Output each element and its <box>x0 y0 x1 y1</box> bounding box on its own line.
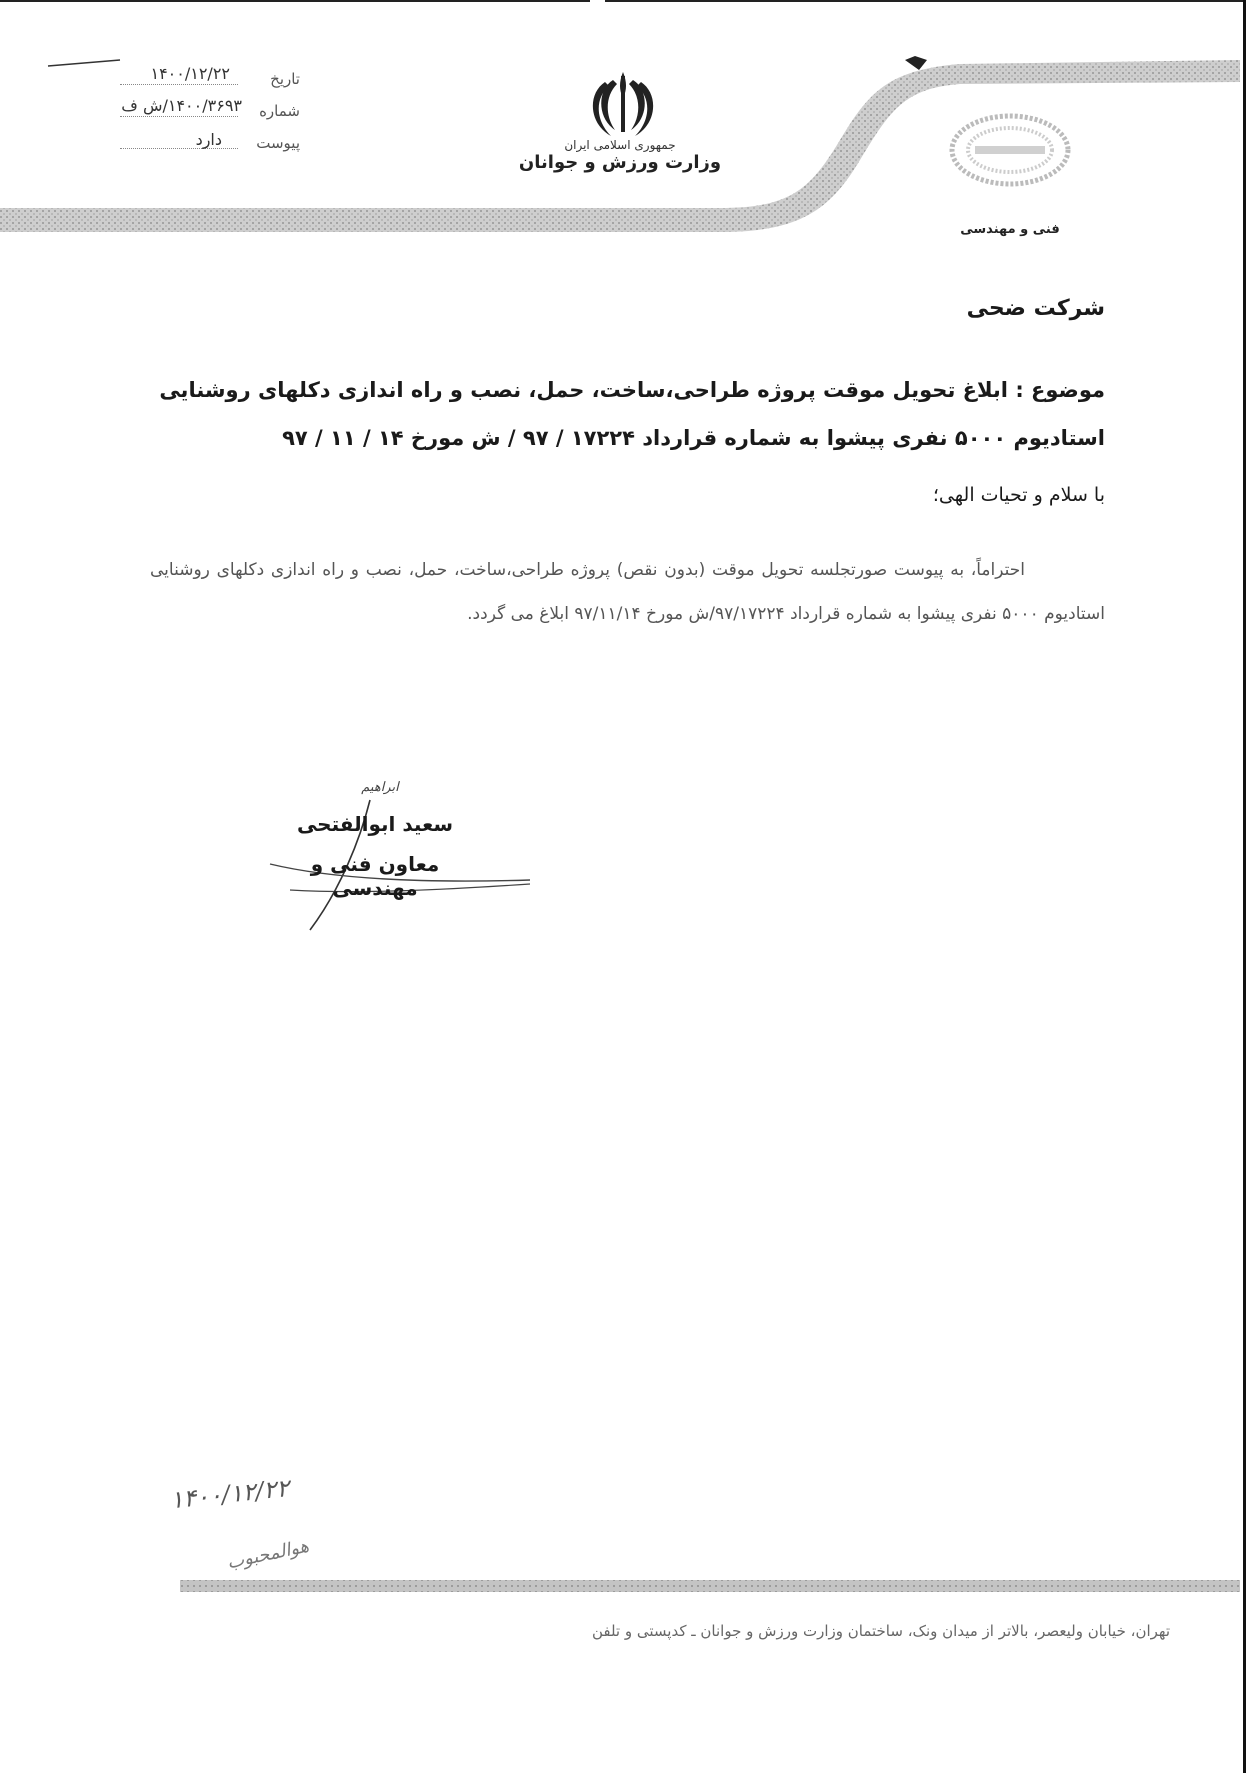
signature-mark: ابراهیم <box>361 780 399 795</box>
number-value: ۱۴۰۰/۳۶۹۳/ش ف <box>121 96 242 115</box>
attachment-value: دارد <box>195 130 222 149</box>
letter-subject: موضوع : ابلاغ تحویل موقت پروژه طراحی،ساخت، حمل، نصب و راه اندازی دکلهای روشنایی استادیوم ۵۰۰۰ نفری پیشوا به شماره قرارداد ۱۷۲۲۴ / ۹۷ / ش مورخ ۱۴ / ۱۱ / ۹۷ <box>159 378 1105 450</box>
iran-emblem-icon <box>583 68 663 140</box>
letter-body: احتراماً، به پیوست صورتجلسه تحویل موقت (بدون نقص) پروژه طراحی،ساخت، حمل، نصب و راه اندازی دکلهای روشنایی استادیوم ۵۰۰۰ نفری پیشوا به شماره قرارداد ۹۷/۱۷۲۲۴/ش مورخ ۹۷/۱۱/۱۴ ابلاغ می گردد. <box>150 560 1105 624</box>
signer-name: سعید ابوالفتحی <box>296 812 454 836</box>
attachment-row <box>40 130 300 160</box>
number-row <box>40 96 300 128</box>
dotted-line <box>120 84 238 85</box>
date-value: ۱۴۰۰/۱۲/۲۲ <box>150 64 230 83</box>
date-row <box>40 64 300 96</box>
greeting: با سلام و تحیات الهی؛ <box>932 484 1105 506</box>
ministry-subtitle: جمهوری اسلامی ایران <box>564 138 676 152</box>
signer-title: معاون فنی و مهندسی <box>310 852 440 900</box>
ministry-name: وزارت ورزش و جوانان <box>518 152 722 173</box>
faint-scan-text <box>930 248 1090 258</box>
handwritten-note: هوالمحبوب <box>225 1535 311 1574</box>
footer-band <box>0 1578 1246 1596</box>
department-logo <box>945 108 1075 198</box>
footer-address: تهران، خیابان ولیعصر، بالاتر از میدان ونک، ساختمان وزارت ورزش و جوانان ـ کدپستی و تلفن <box>591 1622 1170 1640</box>
attachment-label: پیوست <box>256 134 300 152</box>
date-label: تاریخ <box>270 70 300 88</box>
recipient: شرکت ضحی <box>966 296 1105 321</box>
number-label: شماره <box>259 102 300 120</box>
dotted-line <box>120 116 238 117</box>
department-name: فنی و مهندسی <box>960 222 1060 237</box>
handwritten-date: ۱۴۰۰/۱۲/۲۲ <box>168 1473 291 1515</box>
